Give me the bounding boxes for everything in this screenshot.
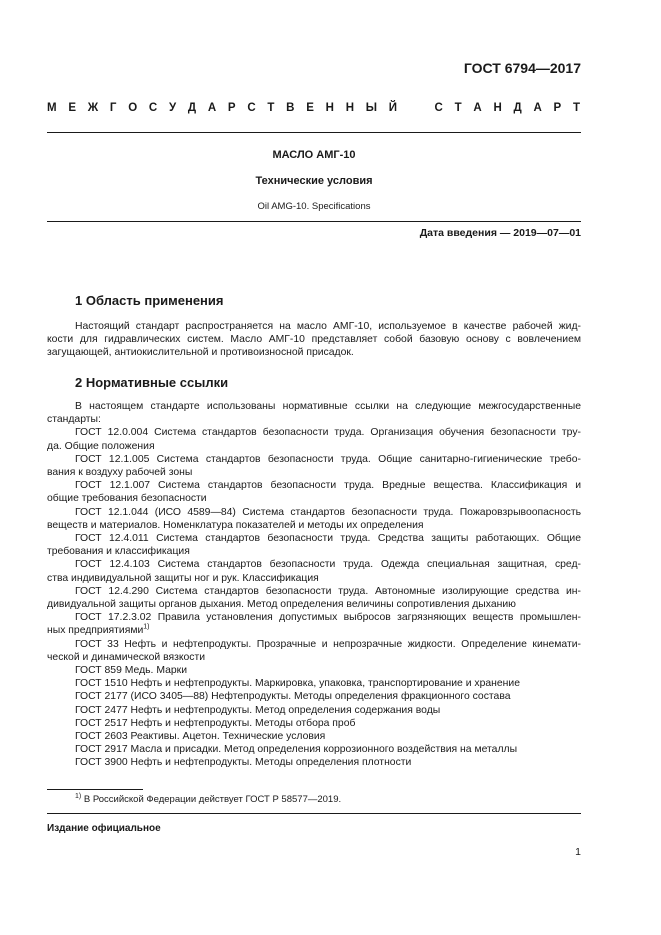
interstate-letter: Й	[388, 102, 398, 114]
reference-line: ГОСТ 2517 Нефть и нефтепродукты. Методы отбора проб	[75, 717, 356, 729]
section-1-line: загущающей, антиокислительной и противоизносной присадок.	[47, 347, 354, 359]
interstate-letter: Г	[109, 102, 117, 114]
interstate-letter: М	[47, 102, 57, 114]
reference-line: ГОСТ 12.1.005 Система стандартов безопасности труда. Общие санитарно-гигиенические требо-	[75, 453, 581, 465]
word-gap	[409, 102, 423, 114]
section-1-line: Настоящий стандарт распространяется на масло АМГ-10, используемое в качестве рабочей жид-	[75, 321, 581, 332]
interstate-letter: Д	[513, 102, 522, 114]
footnote-rule	[47, 789, 143, 790]
reference-line: ГОСТ 859 Медь. Марки	[75, 665, 187, 677]
footer-rule	[47, 813, 581, 814]
section-2-intro-line: В настоящем стандарте использованы нормативные ссылки на следующие межгосударственные	[75, 401, 581, 412]
interstate-letter: Н	[493, 102, 502, 114]
interstate-letter: О	[128, 102, 138, 114]
reference-line: ГОСТ 12.1.007 Система стандартов безопасности труда. Вредные вещества. Классификация и	[75, 480, 581, 492]
reference-line: да. Общие положения	[47, 440, 155, 452]
reference-line: ства индивидуальной защиты ног и рук. Классификация	[47, 572, 319, 584]
section-1-line: кости для гидравлических систем. Масло АМГ-10 представляет собой базовую основу с вовлечением	[47, 334, 581, 346]
interstate-letter: Т	[267, 102, 275, 114]
interstate-letter: Е	[68, 102, 77, 114]
interstate-letter: А	[473, 102, 482, 114]
interstate-letter: Е	[306, 102, 314, 114]
footnote-mark: 1)	[75, 792, 82, 800]
standard-title-english: Oil AMG-10. Specifications	[257, 201, 371, 212]
standard-title: МАСЛО АМГ-10	[272, 149, 356, 161]
reference-line: ГОСТ 33 Нефть и нефтепродукты. Прозрачные и непрозрачные жидкости. Определение кинемати-	[75, 638, 581, 650]
interstate-letter: У	[168, 102, 177, 114]
introduction-date: Дата введения — 2019—07—01	[419, 227, 581, 239]
reference-line: ГОСТ 2917 Масла и присадки. Метод определения коррозионного воздействия на металлы	[75, 744, 518, 756]
interstate-letter: Н	[345, 102, 355, 114]
reference-line: ГОСТ 2603 Реактивы. Ацетон. Технические условия	[75, 731, 326, 743]
interstate-letter: Д	[187, 102, 197, 114]
section-2-body	[47, 400, 581, 770]
interstate-letter: Т	[572, 102, 580, 114]
section-1-body	[47, 320, 581, 360]
interstate-letter: А	[533, 102, 542, 114]
interstate-standard-label	[47, 102, 580, 114]
reference-line: ческой и динамической вязкости	[47, 651, 206, 663]
reference-line: ГОСТ 3900 Нефть и нефтепродукты. Методы определения плотности	[75, 757, 412, 769]
interstate-letter: Ы	[365, 102, 378, 114]
section-1-heading: 1 Область применения	[75, 293, 224, 308]
interstate-letter: С	[148, 102, 158, 114]
interstate-letter: С	[434, 102, 443, 114]
section-2-heading: 2 Нормативные ссылки	[75, 375, 229, 390]
interstate-letter: Т	[454, 102, 462, 114]
interstate-letter: Р	[553, 102, 562, 114]
reference-line: ГОСТ 12.1.044 (ИСО 4589—84) Система стандартов безопасности труда. Пожаровзрывоопасность	[75, 506, 581, 518]
reference-line: ных предприятиями$^{1)}$	[47, 623, 150, 637]
document-number: ГОСТ 6794—2017	[463, 60, 581, 76]
footnote-text: В Российской Федерации действует ГОСТ Р 58577—2019.	[83, 794, 342, 805]
reference-line: ГОСТ 12.4.103 Система стандартов безопасности труда. Одежда специальная защитная, сред-	[75, 559, 581, 571]
section-2-intro-line: стандарты:	[47, 414, 101, 426]
standard-subtitle: Технические условия	[255, 175, 373, 187]
interstate-letter: А	[207, 102, 217, 114]
footnote	[75, 794, 341, 805]
reference-line: требования и классификация	[47, 546, 190, 558]
header-rule	[47, 132, 581, 133]
interstate-letter: Р	[227, 102, 236, 114]
reference-line: ГОСТ 12.4.290 Система стандартов безопасности труда. Автономные изолирующие средства ин-	[75, 585, 581, 597]
reference-line: общие требования безопасности	[47, 493, 207, 505]
edition-label: Издание официальное	[47, 823, 161, 834]
reference-line: веществ и материалов. Номенклатура показателей и методы их определения	[47, 519, 424, 531]
interstate-letter: Н	[325, 102, 334, 114]
interstate-letter: Ж	[87, 102, 99, 114]
reference-line: ГОСТ 12.0.004 Система стандартов безопасности труда. Организация обучения безопасности тру-	[75, 427, 581, 439]
reference-line: ГОСТ 2477 Нефть и нефтепродукты. Метод определения содержания воды	[75, 704, 441, 716]
title-rule	[47, 221, 581, 222]
reference-line: вания к воздуху рабочей зоны	[47, 467, 193, 479]
interstate-letter: С	[247, 102, 256, 114]
interstate-letter: В	[286, 102, 295, 114]
page-number: 1	[575, 846, 581, 858]
reference-line: ГОСТ 1510 Нефть и нефтепродукты. Маркировка, упаковка, транспортирование и хранение	[75, 678, 520, 690]
reference-line: ГОСТ 12.4.011 Система стандартов безопасности труда. Средства защиты работающих. Общие	[75, 533, 581, 545]
reference-line: дивидуальной защиты органов дыхания. Метод определения величины сопротивления дыханию	[47, 599, 516, 611]
reference-line: ГОСТ 17.2.3.02 Правила установления допустимых выбросов загрязняющих веществ промышлен-	[75, 612, 581, 624]
footnote-reference-mark: 1)	[143, 623, 150, 631]
reference-line: ГОСТ 2177 (ИСО 3405—88) Нефтепродукты. Методы определения фракционного состава	[75, 691, 511, 703]
